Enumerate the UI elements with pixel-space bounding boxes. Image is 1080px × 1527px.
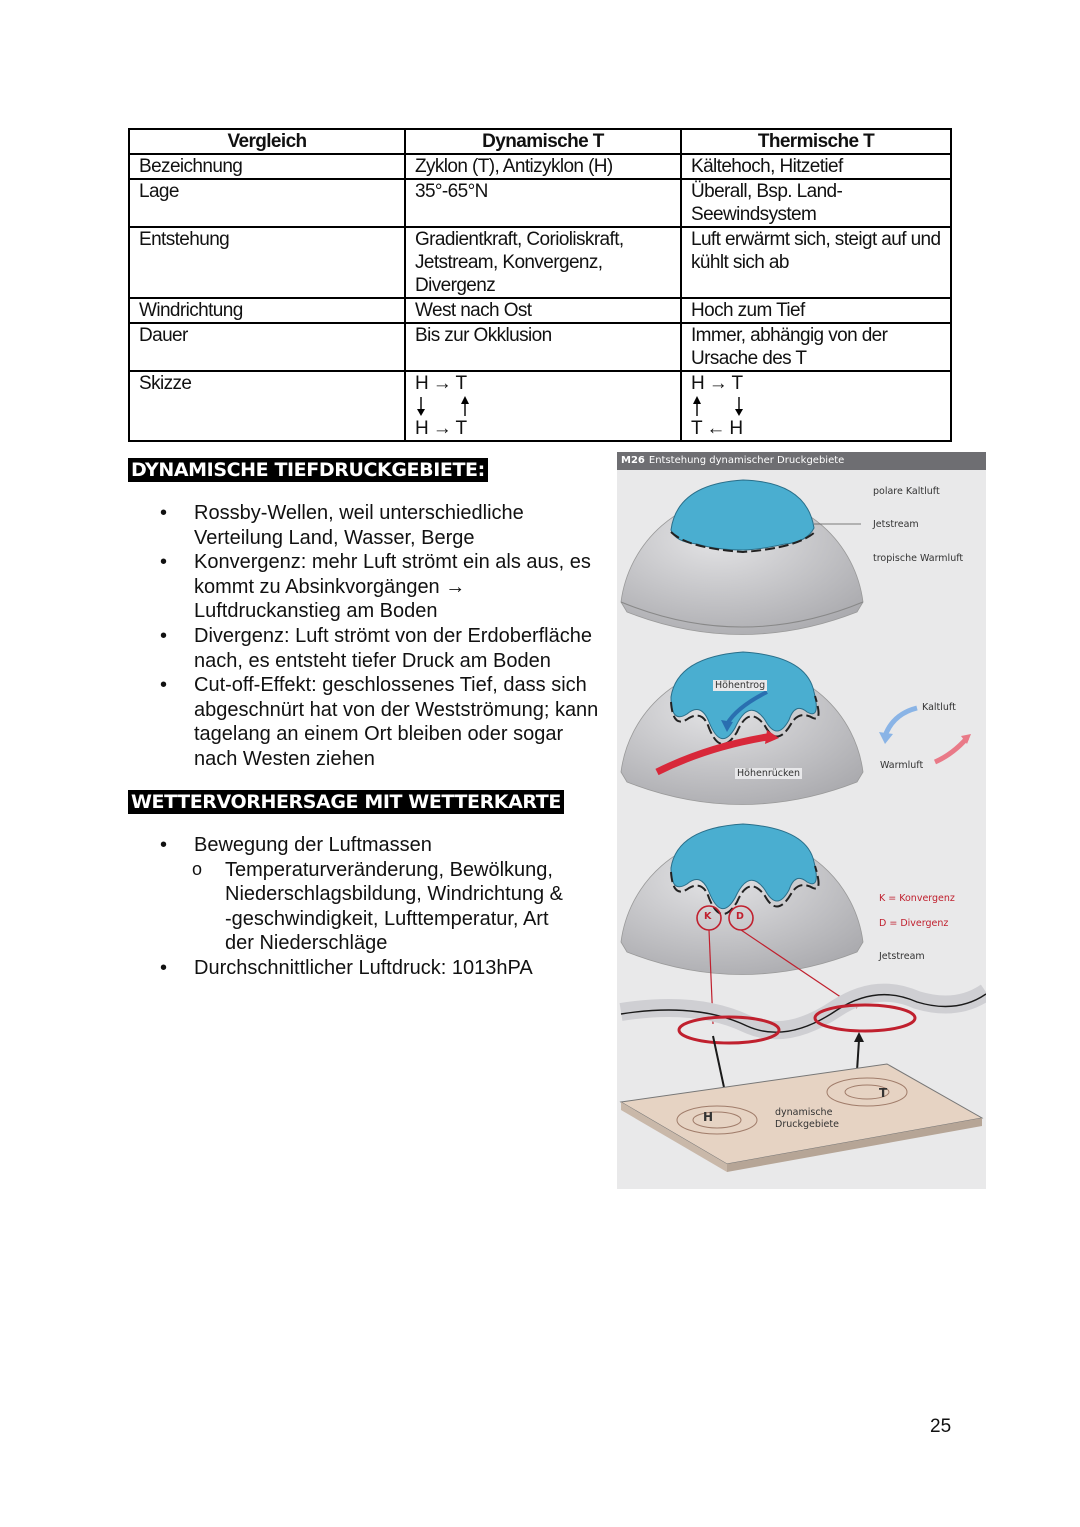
table-cell: West nach Ost bbox=[405, 298, 681, 323]
table-cell-label: Dauer bbox=[129, 323, 405, 371]
figure-title-bar bbox=[617, 452, 986, 470]
dynamic-lows-list bbox=[160, 501, 600, 772]
table-cell-label: Windrichtung bbox=[129, 298, 405, 323]
table-row bbox=[129, 154, 951, 179]
figure-dynamic-pressure bbox=[617, 452, 986, 1189]
table-cell: 35°-65°N bbox=[405, 179, 681, 227]
table-row bbox=[129, 323, 951, 371]
label-warm-air: Warmluft bbox=[880, 760, 924, 771]
table-cell-label: Entstehung bbox=[129, 227, 405, 298]
table-row bbox=[129, 298, 951, 323]
sketch-therm-arrows bbox=[691, 395, 751, 417]
figure-number: M26 bbox=[621, 455, 645, 466]
sketch-dyn-bottom: H → T bbox=[415, 418, 467, 439]
table-cell-label: Skizze bbox=[129, 371, 405, 441]
legend-divergence: D = Divergenz bbox=[879, 918, 949, 929]
list-item-text: Bewegung der Luftmassen bbox=[194, 834, 432, 856]
table-cell: Gradientkraft, Corioliskraft, Jetstream, Konvergenz, Divergenz bbox=[405, 227, 681, 298]
table-header: Thermische T bbox=[681, 129, 951, 154]
table-cell: Immer, abhängig von der Ursache des T bbox=[681, 323, 951, 371]
sketch-thermal bbox=[681, 371, 951, 441]
table-cell: Kältehoch, Hitzetief bbox=[681, 154, 951, 179]
globe-2 bbox=[621, 652, 971, 805]
label-jetstream-top: Jetstream bbox=[873, 519, 919, 530]
section-heading-dynamic-lows: DYNAMISCHE TIEFDRUCKGEBIETE: bbox=[128, 458, 488, 482]
table-row bbox=[129, 371, 951, 441]
label-polar-cold-air: polare Kaltluft bbox=[873, 486, 940, 497]
table-cell: Bis zur Okklusion bbox=[405, 323, 681, 371]
marker-k: K bbox=[704, 911, 712, 922]
sketch-therm-bottom: T ← H bbox=[691, 418, 743, 439]
comparison-table bbox=[128, 128, 952, 442]
table-cell-label: Lage bbox=[129, 179, 405, 227]
table-row bbox=[129, 179, 951, 227]
table-row bbox=[129, 227, 951, 298]
forecast-list bbox=[160, 833, 600, 981]
ground-slab bbox=[621, 1064, 982, 1172]
sketch-dyn-arrows bbox=[415, 395, 475, 417]
label-tropical-warm-air: tropische Warmluft bbox=[873, 553, 964, 564]
table-header: Dynamische T bbox=[405, 129, 681, 154]
table-cell: Hoch zum Tief bbox=[681, 298, 951, 323]
table-cell: Überall, Bsp. Land-Seewindsystem bbox=[681, 179, 951, 227]
label-pressure-areas: Druckgebiete bbox=[775, 1119, 839, 1130]
list-item: • Cut-off-Effekt: geschlossenes Tief, dass sich abgeschnürt hat von der Westströmung; kann tagelang an einem Ort bleiben oder sogar nach Westen ziehen bbox=[160, 673, 600, 771]
list-item: • Divergenz: Luft strömt von der Erdoberfläche nach, es entsteht tiefer Druck am Boden bbox=[160, 624, 600, 673]
sub-list bbox=[160, 858, 600, 956]
sketch-therm-top: H → T bbox=[691, 373, 743, 394]
label-jetstream-bottom: Jetstream bbox=[879, 951, 925, 962]
list-item bbox=[160, 833, 600, 956]
section-heading-weather-forecast: WETTERVORHERSAGE MIT WETTERKARTE bbox=[128, 790, 564, 814]
figure-title: Entstehung dynamischer Druckgebiete bbox=[648, 455, 845, 466]
sketch-dynamic bbox=[405, 371, 681, 441]
sub-list-item: o Temperaturveränderung, Bewölkung, Niederschlagsbildung, Windrichtung & -geschwindigkeit, Lufttemperatur, Art der Niederschläge bbox=[160, 858, 565, 956]
list-item: • Rossby-Wellen, weil unterschiedliche Verteilung Land, Wasser, Berge bbox=[160, 501, 600, 550]
marker-high: H bbox=[703, 1110, 714, 1124]
table-cell-label: Bezeichnung bbox=[129, 154, 405, 179]
sketch-dyn-top: H → T bbox=[415, 373, 467, 394]
table-header: Vergleich bbox=[129, 129, 405, 154]
table-cell: Luft erwärmt sich, steigt auf und kühlt sich ab bbox=[681, 227, 951, 298]
list-item: • Konvergenz: mehr Luft strömt ein als aus, es kommt zu Absinkvorgängen → Luftdruckanstieg am Boden bbox=[160, 550, 600, 624]
globe-3 bbox=[621, 824, 863, 1024]
marker-d: D bbox=[736, 911, 744, 922]
label-dynamic: dynamische bbox=[775, 1107, 833, 1118]
page-number: 25 bbox=[930, 1416, 952, 1437]
list-item: • Durchschnittlicher Luftdruck: 1013hPA bbox=[160, 956, 600, 981]
table-cell: Zyklon (T), Antizyklon (H) bbox=[405, 154, 681, 179]
label-ridge: Höhenrücken bbox=[737, 768, 801, 779]
label-trough: Höhentrog bbox=[715, 680, 766, 691]
globe-1 bbox=[621, 480, 863, 635]
legend-convergence: K = Konvergenz bbox=[879, 893, 955, 904]
label-cold-air: Kaltluft bbox=[922, 702, 956, 713]
table-header-row bbox=[129, 129, 951, 154]
marker-low: T bbox=[879, 1086, 888, 1100]
